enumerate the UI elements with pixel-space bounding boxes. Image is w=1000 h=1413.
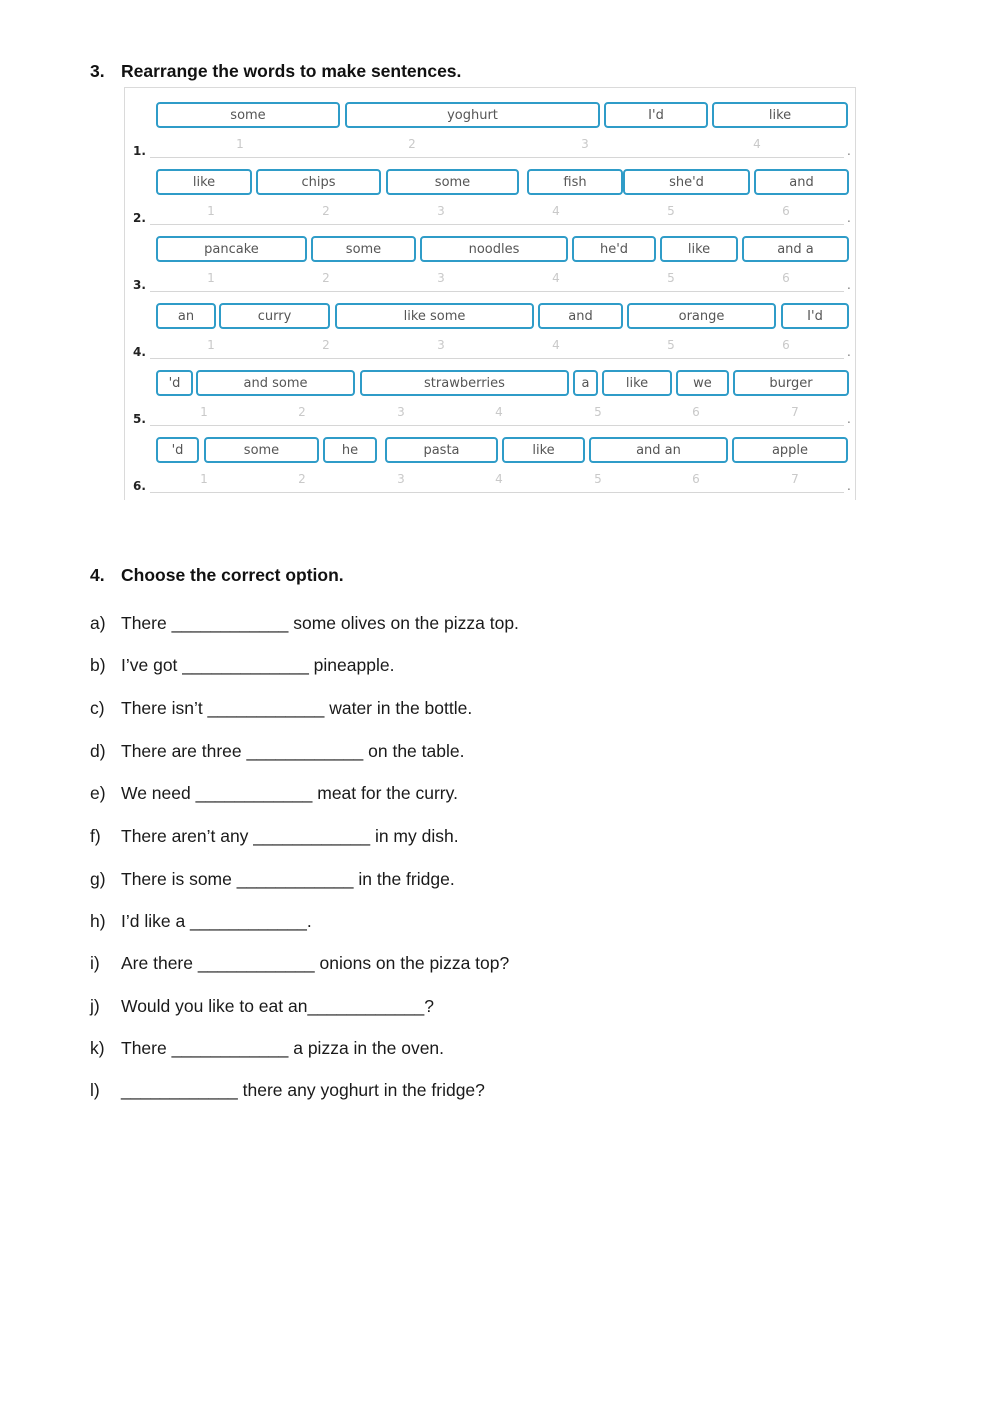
word-tile[interactable]: 'd bbox=[156, 370, 193, 396]
word-tile[interactable]: she'd bbox=[623, 169, 750, 195]
word-tile[interactable]: he bbox=[323, 437, 377, 463]
word-tile[interactable]: some bbox=[311, 236, 416, 262]
answer-slot-number: 3 bbox=[437, 338, 445, 352]
item-label: h) bbox=[90, 911, 106, 931]
option-item bbox=[90, 953, 509, 974]
answer-slot-number: 1 bbox=[200, 405, 208, 419]
answer-slot-number: 7 bbox=[791, 472, 799, 486]
question-row-5 bbox=[125, 356, 855, 426]
answer-slot-number: 2 bbox=[298, 472, 306, 486]
answer-slot-number: 2 bbox=[322, 338, 330, 352]
item-text: There is some ____________ in the fridge. bbox=[121, 869, 455, 889]
answer-slot-number: 2 bbox=[298, 405, 306, 419]
option-item bbox=[90, 1038, 444, 1059]
rearrange-exercise-panel bbox=[124, 87, 856, 500]
question-number: 4. bbox=[133, 345, 146, 359]
answer-slot-number: 5 bbox=[667, 204, 675, 218]
answer-slot-number: 7 bbox=[791, 405, 799, 419]
item-label: g) bbox=[90, 869, 106, 889]
word-tile[interactable]: apple bbox=[732, 437, 848, 463]
question-row-2 bbox=[125, 155, 855, 225]
item-text: Are there ____________ onions on the pizza top? bbox=[121, 953, 510, 973]
item-label: i) bbox=[90, 953, 100, 973]
option-item bbox=[90, 911, 312, 932]
sentence-period: . bbox=[847, 412, 851, 426]
option-item bbox=[90, 869, 455, 890]
option-item bbox=[90, 826, 459, 847]
answer-slot-number: 3 bbox=[437, 204, 445, 218]
answer-slot-number: 4 bbox=[495, 472, 503, 486]
word-tile[interactable]: an bbox=[156, 303, 216, 329]
answer-slot-number: 2 bbox=[322, 204, 330, 218]
option-item bbox=[90, 613, 519, 634]
sentence-period: . bbox=[847, 211, 851, 225]
item-label: a) bbox=[90, 613, 106, 633]
answer-slot-number: 4 bbox=[495, 405, 503, 419]
answer-slot-number: 1 bbox=[207, 338, 215, 352]
word-tile[interactable]: fish bbox=[527, 169, 623, 195]
item-label: k) bbox=[90, 1038, 105, 1058]
word-tile[interactable]: noodles bbox=[420, 236, 568, 262]
answer-slot-number: 6 bbox=[692, 405, 700, 419]
section-4-number: 4. bbox=[90, 565, 105, 585]
question-number: 1. bbox=[133, 144, 146, 158]
item-label: f) bbox=[90, 826, 101, 846]
word-tile[interactable]: he'd bbox=[572, 236, 656, 262]
word-tile[interactable]: like bbox=[602, 370, 672, 396]
answer-drop-line[interactable] bbox=[150, 492, 844, 493]
question-row-6 bbox=[125, 423, 855, 493]
item-text: There ____________ some olives on the pizza top. bbox=[121, 613, 519, 633]
answer-slot-number: 4 bbox=[753, 137, 761, 151]
answer-slot-number: 3 bbox=[437, 271, 445, 285]
question-number: 6. bbox=[133, 479, 146, 493]
sentence-period: . bbox=[847, 479, 851, 493]
word-tile[interactable]: chips bbox=[256, 169, 381, 195]
word-tile[interactable]: and bbox=[754, 169, 849, 195]
word-tile[interactable]: burger bbox=[733, 370, 849, 396]
word-tile[interactable]: 'd bbox=[156, 437, 199, 463]
question-row-4 bbox=[125, 289, 855, 359]
item-text: There are three ____________ on the table. bbox=[121, 741, 465, 761]
answer-slot-number: 2 bbox=[408, 137, 416, 151]
option-item bbox=[90, 1080, 485, 1101]
answer-slot-number: 6 bbox=[782, 338, 790, 352]
section-4-title bbox=[90, 565, 344, 586]
word-tile[interactable]: and an bbox=[589, 437, 728, 463]
word-tile[interactable]: strawberries bbox=[360, 370, 569, 396]
word-tile[interactable]: pancake bbox=[156, 236, 307, 262]
answer-slot-number: 5 bbox=[667, 338, 675, 352]
answer-slot-number: 5 bbox=[594, 472, 602, 486]
word-tile[interactable]: some bbox=[156, 102, 340, 128]
answer-slot-number: 6 bbox=[782, 271, 790, 285]
section-4-title-text: Choose the correct option. bbox=[121, 565, 344, 585]
word-tile[interactable]: like bbox=[156, 169, 252, 195]
option-item bbox=[90, 741, 464, 762]
item-label: e) bbox=[90, 783, 106, 803]
question-number: 2. bbox=[133, 211, 146, 225]
answer-slot-number: 6 bbox=[782, 204, 790, 218]
word-tile[interactable]: and a bbox=[742, 236, 849, 262]
word-tile[interactable]: and some bbox=[196, 370, 355, 396]
sentence-period: . bbox=[847, 278, 851, 292]
answer-slot-number: 4 bbox=[552, 338, 560, 352]
answer-slot-number: 3 bbox=[397, 472, 405, 486]
item-text: Would you like to eat an____________? bbox=[121, 996, 434, 1016]
item-label: d) bbox=[90, 741, 106, 761]
word-tile[interactable]: pasta bbox=[385, 437, 498, 463]
word-tile[interactable]: I'd bbox=[781, 303, 849, 329]
answer-slot-number: 3 bbox=[397, 405, 405, 419]
answer-slot-number: 5 bbox=[667, 271, 675, 285]
item-text: We need ____________ meat for the curry. bbox=[121, 783, 458, 803]
word-tile[interactable]: I'd bbox=[604, 102, 708, 128]
word-tile[interactable]: and bbox=[538, 303, 623, 329]
item-label: c) bbox=[90, 698, 105, 718]
item-label: l) bbox=[90, 1080, 100, 1100]
answer-slot-number: 2 bbox=[322, 271, 330, 285]
answer-slot-number: 4 bbox=[552, 271, 560, 285]
question-number: 5. bbox=[133, 412, 146, 426]
word-tile[interactable]: a bbox=[573, 370, 598, 396]
word-tile[interactable]: like bbox=[660, 236, 738, 262]
option-item bbox=[90, 698, 472, 719]
section-3-title bbox=[90, 61, 461, 82]
word-tile[interactable]: we bbox=[676, 370, 729, 396]
answer-slot-number: 1 bbox=[207, 204, 215, 218]
word-tile[interactable]: some bbox=[386, 169, 519, 195]
answer-slot-number: 1 bbox=[236, 137, 244, 151]
word-tile[interactable]: orange bbox=[627, 303, 776, 329]
item-text: There aren’t any ____________ in my dish. bbox=[121, 826, 459, 846]
answer-slot-number: 1 bbox=[200, 472, 208, 486]
item-label: b) bbox=[90, 655, 106, 675]
question-number: 3. bbox=[133, 278, 146, 292]
answer-slot-number: 4 bbox=[552, 204, 560, 218]
item-label: j) bbox=[90, 996, 100, 1016]
item-text: There isn’t ____________ water in the bottle. bbox=[121, 698, 473, 718]
option-item bbox=[90, 996, 434, 1017]
item-text: There ____________ a pizza in the oven. bbox=[121, 1038, 445, 1058]
item-text: I’ve got _____________ pineapple. bbox=[121, 655, 395, 675]
sentence-period: . bbox=[847, 144, 851, 158]
question-row-1 bbox=[125, 88, 855, 158]
question-row-3 bbox=[125, 222, 855, 292]
word-tile[interactable]: some bbox=[204, 437, 319, 463]
word-tile[interactable]: curry bbox=[219, 303, 330, 329]
answer-slot-number: 3 bbox=[581, 137, 589, 151]
word-tile[interactable]: like bbox=[502, 437, 585, 463]
item-text: ____________ there any yoghurt in the fridge? bbox=[121, 1080, 485, 1100]
option-item bbox=[90, 783, 458, 804]
sentence-period: . bbox=[847, 345, 851, 359]
section-3-number: 3. bbox=[90, 61, 105, 81]
word-tile[interactable]: like bbox=[712, 102, 848, 128]
item-text: I’d like a ____________. bbox=[121, 911, 312, 931]
section-3-title-text: Rearrange the words to make sentences. bbox=[121, 61, 462, 81]
answer-slot-number: 6 bbox=[692, 472, 700, 486]
word-tile[interactable]: yoghurt bbox=[345, 102, 600, 128]
word-tile[interactable]: like some bbox=[335, 303, 534, 329]
answer-slot-number: 5 bbox=[594, 405, 602, 419]
answer-slot-number: 1 bbox=[207, 271, 215, 285]
option-item bbox=[90, 655, 394, 676]
